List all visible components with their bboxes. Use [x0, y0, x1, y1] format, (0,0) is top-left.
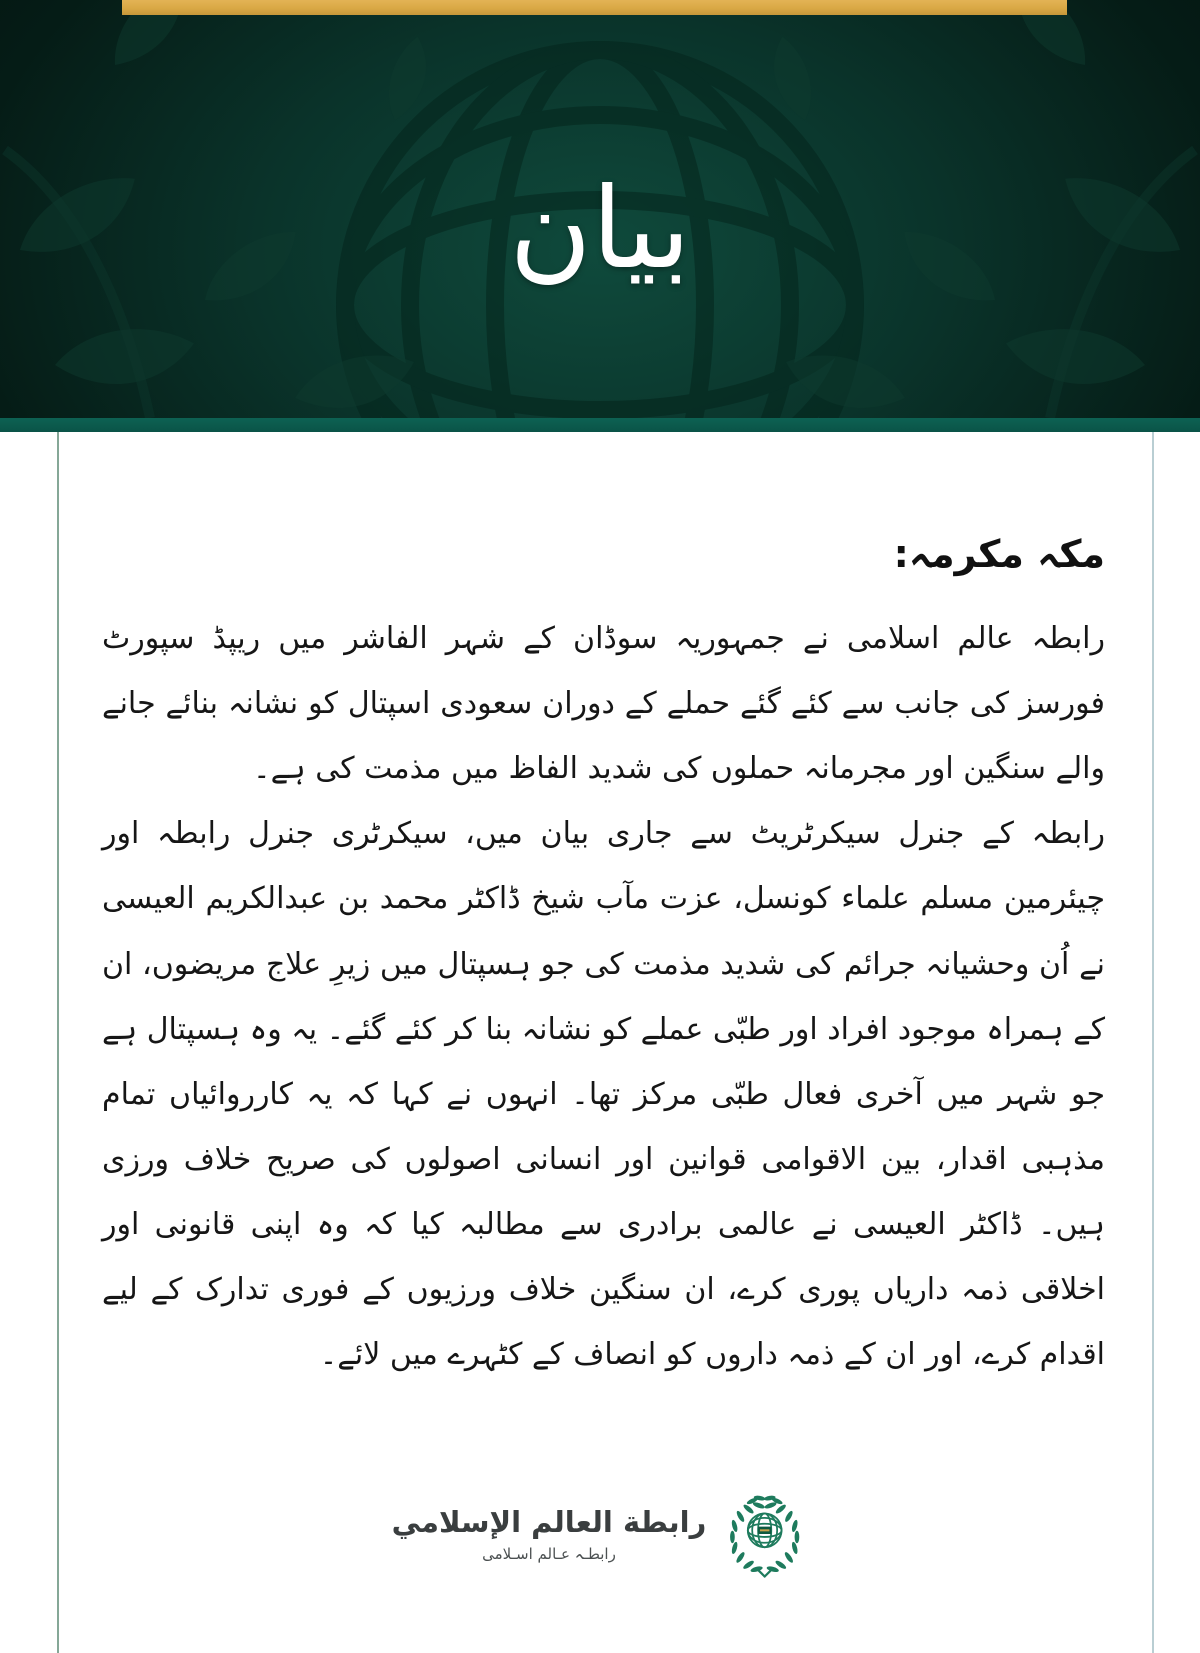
- logo-urdu-subtitle: رابطـہ عـالم اسـلامی: [482, 1545, 616, 1564]
- teal-divider-band: [0, 418, 1200, 432]
- statement-paragraph-1: رابطہ عالم اسلامی نے جمہوریہ سوڈان کے شہر الفاشر میں ریپڈ سپورٹ فورسز کی جانب سے کئے گئے حملے کے دوران سعودی اسپتال کو نشانہ بنائے جانے والے سنگین اور مجرمانہ حملوں کی شدید الفاظ میں مذمت کی ہے۔: [102, 621, 1105, 787]
- globe-laurel-wreath-icon: [720, 1490, 808, 1578]
- mwl-logo-text: [392, 1505, 707, 1564]
- header-banner: [0, 0, 1200, 418]
- mwl-logo: [392, 1490, 809, 1578]
- gold-accent-bar: [122, 0, 1067, 15]
- statement-text: [102, 527, 1105, 1387]
- statement-body: [0, 432, 1200, 1653]
- statement-paragraph-2: رابطہ کے جنرل سیکرٹریٹ سے جاری بیان میں، سیکرٹری جنرل رابطہ اور چیئرمین مسلم علماء کونسل، عزت مآب شیخ ڈاکٹر محمد بن عبدالکریم العیسی نے اُن وحشیانہ جرائم کی شدید مذمت کی جو ہسپتال میں زیرِ علاج مریضوں، ان کے ہمراہ موجود افراد اور طبّی عملے کو نشانہ بنا کر کئے گئے۔ یہ وہ ہسپتال ہے جو شہر میں آخری فعال طبّی مرکز تھا۔ انہوں نے کہا کہ یہ کارروائیاں تمام مذہبی اقدار، بین الاقوامی قوانین اور انسانی اصولوں کی صریح خلاف ورزی ہیں۔ ڈاکٹر العیسی نے عالمی برادری سے مطالبہ کیا کہ وہ اپنی قانونی اور اخلاقی ذمہ داریاں پوری کرے، ان سنگین خلاف ورزیوں کے فوری تدارک کے لیے اقدام کرے، اور ان کے ذمہ داروں کو انصاف کے کٹہرے میں لائے۔: [102, 816, 1105, 1373]
- logo-arabic-calligraphy: رابطة العالم الإسلامي: [391, 1504, 707, 1539]
- left-margin-rule: [57, 432, 59, 1653]
- right-margin-rule: [1152, 432, 1154, 1653]
- dateline: مکہ مکرمہ:: [893, 532, 1105, 576]
- banner-title: بیان: [509, 164, 691, 294]
